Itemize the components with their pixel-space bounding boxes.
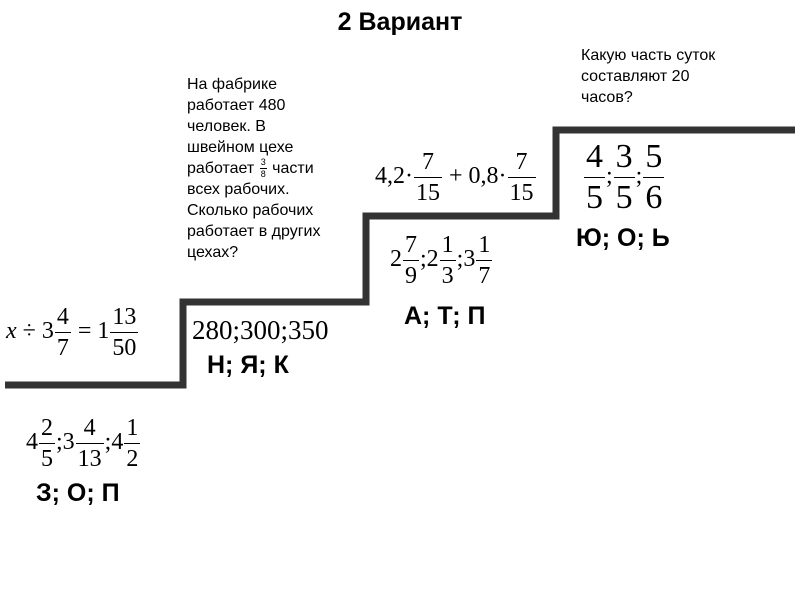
fraction-numerator: 3 — [260, 157, 266, 168]
mixed-number-whole: 2 — [426, 246, 439, 273]
fraction — [643, 140, 664, 215]
task-word: работает — [187, 160, 255, 177]
fraction-denominator: 15 — [508, 177, 536, 205]
task-factory — [187, 74, 320, 263]
mixed-number-whole: 4 — [26, 429, 38, 456]
equals-sign: = — [77, 318, 92, 345]
answer-letters-step2: Н; Я; К — [207, 351, 289, 379]
decimal-number: 0,8 — [468, 163, 499, 190]
fraction — [476, 233, 492, 288]
task-line: человек. В — [187, 118, 266, 135]
fraction-numerator: 1 — [126, 415, 139, 441]
task-line: всех рабочих. — [187, 181, 290, 199]
fraction-denominator: 3 — [440, 260, 456, 288]
mixed-number-whole: 4 — [111, 429, 124, 456]
fraction — [76, 416, 104, 471]
fraction — [508, 150, 536, 205]
task-line: швейном цехе — [187, 139, 294, 156]
fraction-numerator: 7 — [405, 232, 417, 258]
fraction-denominator: 5 — [615, 179, 633, 216]
options-step2: 280;300;350 — [192, 315, 329, 345]
fraction-numerator: 1 — [478, 232, 491, 258]
answer-letters-step3: А; Т; П — [404, 302, 486, 330]
mixed-number-whole: 1 — [97, 318, 110, 345]
task-line: На фабрике — [187, 76, 278, 93]
task-line: часов? — [581, 89, 633, 106]
variable-x: x — [6, 318, 17, 345]
task-line: работает в других — [187, 223, 321, 241]
task-line: работает 480 — [187, 97, 286, 114]
fraction — [584, 140, 605, 215]
fraction-numerator: 13 — [112, 304, 137, 330]
fraction — [110, 305, 138, 360]
task-line: Сколько рабочих — [187, 202, 314, 220]
fraction — [414, 150, 442, 205]
decimal-number: 4,2 — [375, 163, 405, 190]
inline-fraction — [259, 157, 268, 180]
fraction-numerator: 4 — [586, 138, 603, 175]
fraction-denominator: 13 — [76, 443, 104, 471]
page-title: 2 Вариант — [337, 8, 463, 36]
fraction-denominator: 15 — [414, 177, 442, 205]
expression-step3: 4,2· $\frac{7}{15}$ + 0,8· $\frac{7}{15}$ — [375, 149, 534, 206]
fraction — [39, 416, 55, 471]
task-hours — [581, 45, 715, 108]
fraction-numerator: 7 — [422, 149, 434, 175]
fraction — [55, 305, 71, 360]
task-line-with-fraction — [187, 158, 320, 179]
mixed-number-whole: 2 — [390, 246, 402, 273]
fraction-numerator: 2 — [41, 415, 53, 441]
mixed-number-whole: 3 — [463, 246, 476, 273]
task-line: составляют 20 — [581, 68, 690, 85]
options-step3: 2 $\frac{7}{9}$ ;2 $\frac{1}{3}$ ;3 $\frac{1}{7}$ — [390, 232, 491, 289]
fraction-numerator: 7 — [515, 149, 528, 175]
fraction-numerator: 5 — [645, 138, 663, 175]
options-step1: 4 $\frac{2}{5}$ ;3 $\frac{4}{13}$ ;4 $\frac{1}{2}$ — [26, 415, 139, 472]
equation-step1 — [6, 305, 139, 360]
plus-sign: + — [449, 163, 463, 190]
fraction-numerator: 1 — [441, 232, 454, 258]
fraction — [403, 233, 419, 288]
fraction-denominator: 5 — [39, 443, 55, 471]
fraction — [124, 416, 140, 471]
fraction-numerator: 3 — [615, 138, 633, 175]
fraction-denominator: 2 — [124, 443, 140, 471]
task-line: цехах? — [187, 244, 239, 262]
task-line: Какую часть суток — [581, 47, 716, 64]
fraction — [440, 233, 456, 288]
fraction-denominator: 50 — [110, 332, 138, 360]
answer-letters-step4: Ю; О; Ь — [576, 224, 670, 252]
mixed-number-whole: 3 — [41, 318, 54, 345]
mixed-number-whole: 3 — [62, 429, 75, 456]
options-step4: $\frac{4}{5}$ ; $\frac{3}{5}$ ; $\frac{5}{6}$ — [586, 138, 663, 216]
fraction-denominator: 6 — [645, 179, 663, 216]
answer-letters-step1: З; О; П — [36, 479, 120, 507]
fraction — [614, 140, 635, 215]
fraction-denominator: 9 — [403, 260, 419, 288]
division-sign: ÷ — [22, 318, 36, 345]
fraction-denominator: 7 — [55, 332, 71, 360]
fraction-denominator: 8 — [260, 169, 266, 180]
fraction-numerator: 4 — [56, 304, 69, 330]
task-word: части — [272, 160, 314, 177]
fraction-denominator: 7 — [476, 260, 492, 288]
fraction-denominator: 5 — [586, 179, 603, 216]
fraction-numerator: 4 — [83, 415, 96, 441]
